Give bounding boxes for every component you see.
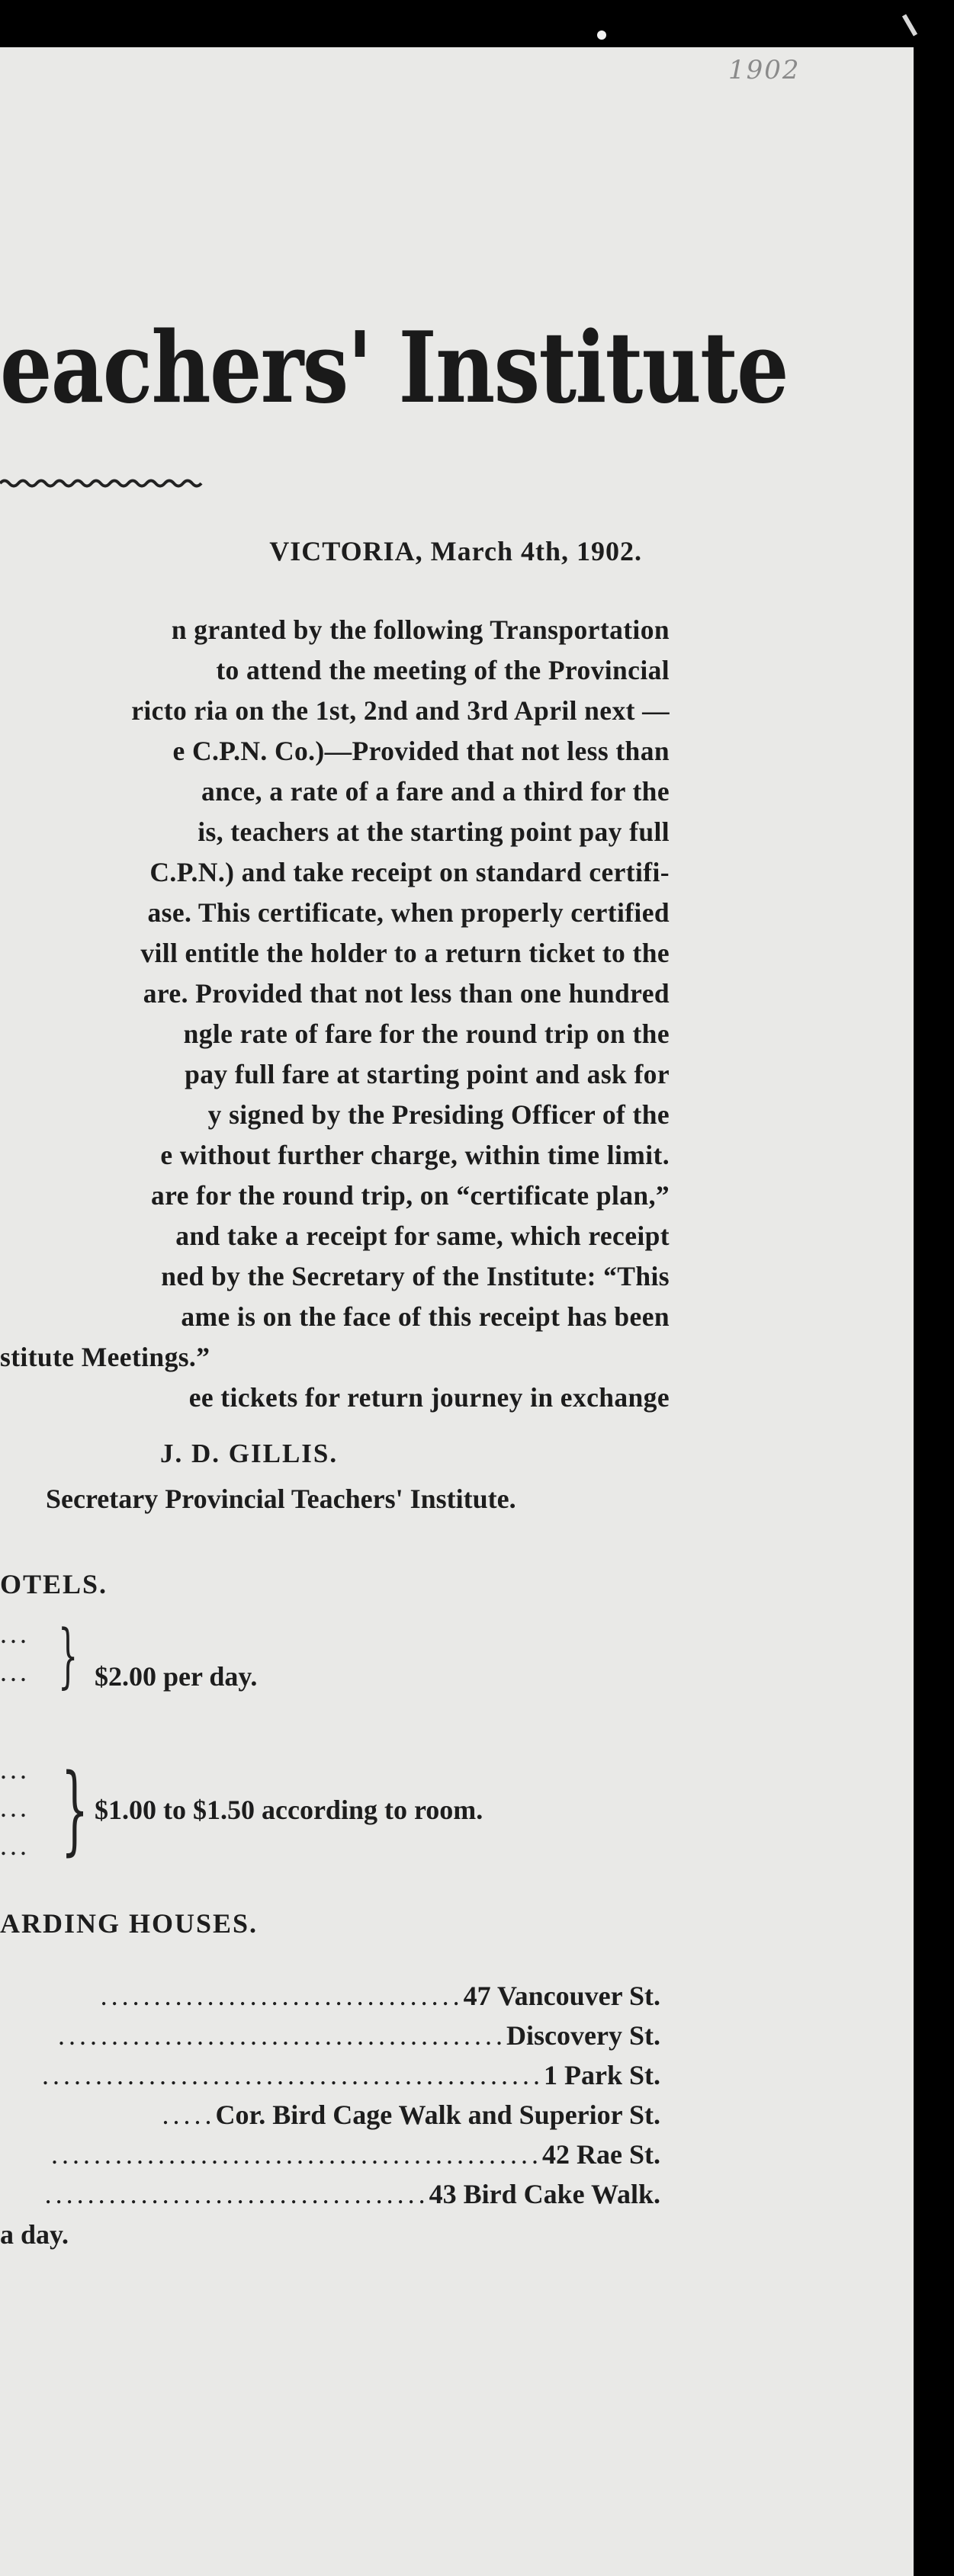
body-line: ase. This certificate, when properly certified (147, 897, 670, 928)
scan-dust-mark (597, 30, 606, 40)
body-line: stitute Meetings.” (0, 1342, 210, 1372)
boarding-house-row (0, 1976, 660, 2016)
boarding-address: Discovery St. (506, 2020, 660, 2051)
body-line: to attend the meeting of the Provincial (216, 655, 670, 685)
body-line: ricto ria on the 1st, 2nd and 3rd April next — (131, 695, 670, 726)
body-line: C.P.N.) and take receipt on standard certifi- (149, 857, 670, 887)
hotel-rate: $1.00 to $1.50 according to room. (95, 1795, 483, 1825)
boarding-address: 43 Bird Cake Walk. (429, 2179, 660, 2209)
body-line: ance, a rate of a fare and a third for the (201, 776, 670, 807)
boarding-house-row (0, 2016, 660, 2055)
ornamental-rule (0, 476, 204, 490)
brace-glyph: } (58, 1615, 79, 1696)
body-line: e C.P.N. Co.)—Provided that not less than (172, 736, 670, 766)
body-line: are. Provided that not less than one hundred (143, 978, 670, 1009)
hotel-leader-dots: ... (0, 1830, 30, 1861)
boarding-house-row (0, 2174, 660, 2214)
page-title: eachers' Institute (0, 311, 788, 425)
body-line: and take a receipt for same, which receipt (175, 1221, 670, 1251)
hotel-leader-dots: ... (0, 1657, 30, 1687)
leader-dots: .......................................... (58, 2020, 507, 2051)
date-line: VICTORIA, March 4th, 1902. (269, 536, 642, 566)
body-line: ngle rate of fare for the round trip on the (183, 1019, 670, 1049)
signature-name: J. D. GILLIS. (160, 1439, 339, 1468)
boarding-house-row (0, 2055, 660, 2095)
body-line: n granted by the following Transportation (171, 614, 670, 645)
hotel-leader-dots: ... (0, 1792, 30, 1823)
hotel-leader-dots: ... (0, 1754, 30, 1785)
hotel-rate: $2.00 per day. (95, 1661, 258, 1692)
handwritten-year-note: 1902 (728, 55, 801, 85)
scan-top-border (0, 0, 954, 47)
body-line: vill entitle the holder to a return ticket to the (140, 938, 670, 968)
body-line: e without further charge, within time limit. (160, 1140, 670, 1170)
hotel-leader-dots: ... (0, 1618, 30, 1649)
leader-dots: .................................... (44, 2179, 429, 2209)
hotels-heading: OTELS. (0, 1569, 108, 1599)
body-line: ame is on the face of this receipt has been (181, 1301, 670, 1332)
body-line: ee tickets for return journey in exchange (188, 1382, 670, 1413)
body-line: are for the round trip, on “certificate plan,” (150, 1180, 670, 1211)
leader-dots: ..... (162, 2100, 216, 2130)
body-line: is, teachers at the starting point pay full (198, 816, 670, 847)
brace-glyph: } (61, 1753, 89, 1865)
boarding-houses-heading: ARDING HOUSES. (0, 1908, 259, 1939)
body-line: pay full fare at starting point and ask for (185, 1059, 670, 1089)
boarding-address: 47 Vancouver St. (463, 1981, 660, 2011)
boarding-address: 42 Rae St. (542, 2139, 660, 2170)
boarding-house-row (0, 2095, 660, 2135)
boarding-house-row (0, 2135, 660, 2174)
body-line: ned by the Secretary of the Institute: “This (161, 1261, 670, 1291)
body-line: y signed by the Presiding Officer of the (207, 1099, 670, 1130)
scan-right-border (914, 0, 954, 2576)
boarding-address: Cor. Bird Cage Walk and Superior St. (215, 2100, 660, 2130)
leader-dots: .................................. (100, 1981, 464, 2011)
leader-dots: ............................................... (42, 2060, 544, 2090)
signature-title: Secretary Provincial Teachers' Institute. (46, 1484, 516, 1514)
boarding-address: 1 Park St. (544, 2060, 660, 2090)
leader-dots: .............................................. (51, 2139, 542, 2170)
boarding-footer-note: a day. (0, 2219, 69, 2250)
